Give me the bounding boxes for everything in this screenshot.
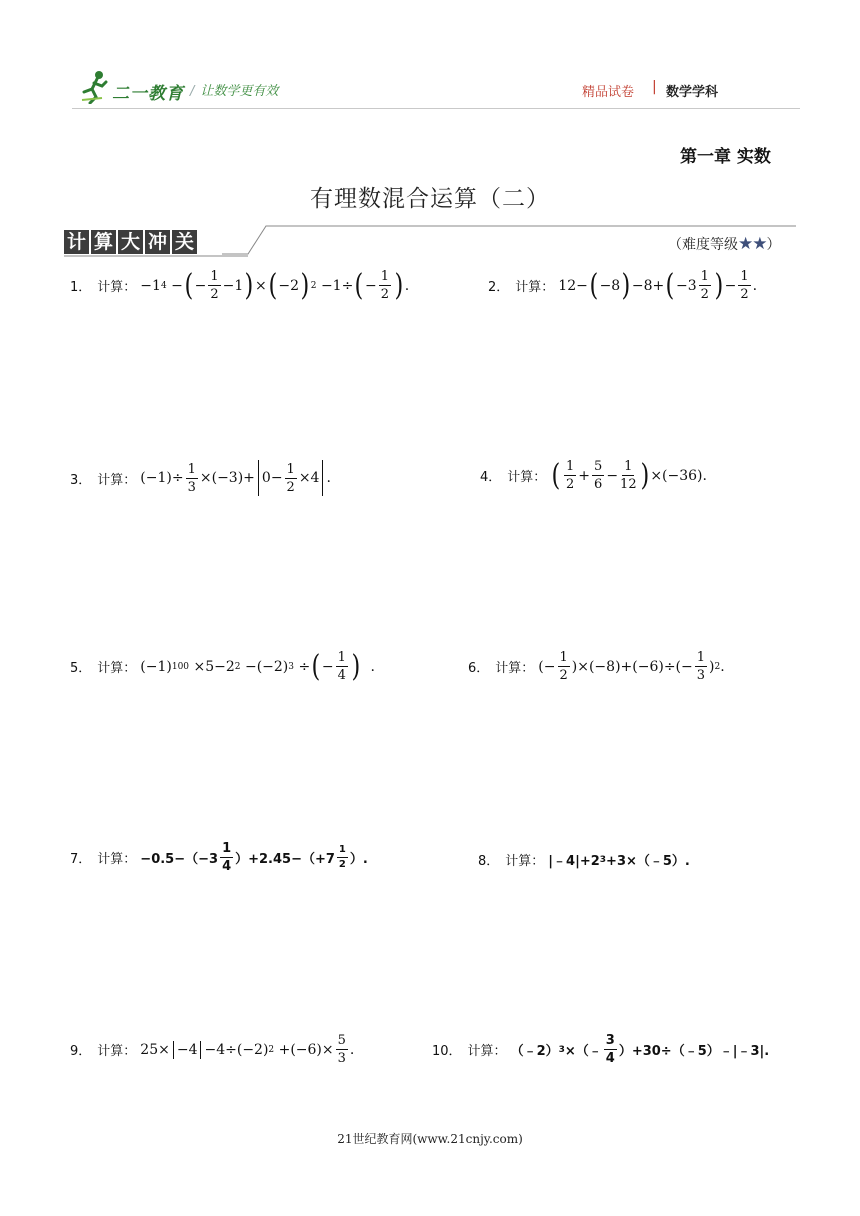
problem-label: 计算： [467,1044,507,1059]
slogan-divider: / [190,84,195,99]
math-expression: (− $\frac{1}{2}$ )×(−8)+(−6)÷(− $\frac{1}{3}$ ) 2 . [538,650,725,683]
problem-4 [480,457,707,493]
problem-number: 4． [480,470,502,485]
problem-10 [432,1034,769,1065]
problem-number: 1． [70,280,92,295]
section-char: 计 [64,230,89,254]
problem-2 [488,267,758,303]
problem-label: 计算： [515,280,555,295]
problem-number: 7． [70,852,92,867]
math-expression: (−1) 100 ×5−2 2 −(−2) 3 ÷ ( − $\frac{1}{4}$ ) . [140,648,375,684]
problem-number: 5． [70,661,92,676]
section-char: 冲 [145,230,170,254]
header-tag-quality: 精品试卷 [582,85,635,100]
problem-1 [70,267,410,303]
header-tag-subject: 数学学科 [666,85,719,100]
problem-label: 计算： [97,472,137,488]
problem-9 [70,1034,354,1065]
section-rule [0,0,860,260]
difficulty-close: ） [766,237,781,253]
slogan-text: 让数学更有效 [200,84,279,99]
problem-5 [70,648,375,684]
math-expression: 12− ( −8 ) −8+ ( −3 $\frac{1}{2}$ ) − $\frac{1}{2}$ . [558,267,758,303]
problem-number: 8． [478,854,500,869]
math-expression: −0.5−（−3 $\frac{1}{4}$ ）+2.45−（+7 $\frac{1}{2}$ ）. [140,841,368,874]
problem-label: 计算： [505,854,545,869]
difficulty-rating [668,234,780,254]
section-char: 算 [91,230,116,254]
footer-source: 21世纪教育网(www.21cnjy.com) [337,1132,523,1146]
chapter-heading: 第一章 实数 [680,147,771,167]
problem-number: 9． [70,1044,92,1059]
problem-6 [468,651,725,682]
section-char: 关 [172,230,197,254]
page-title: 有理数混合运算（二） [310,186,550,212]
problem-number: 2． [488,280,510,295]
difficulty-label: （难度等级 [668,237,738,253]
section-banner [64,230,197,254]
math-expression: |﹣4|+2 3 +3×（﹣5）. [548,854,690,869]
section-char: 大 [118,230,143,254]
problem-label: 计算： [507,470,547,485]
math-expression: （﹣2） 3 ×（﹣ $\frac{3}{4}$ ）+30÷（﹣5）﹣|﹣3|. [510,1033,770,1066]
problem-3 [70,460,331,496]
problem-label: 计算： [97,852,137,867]
brand-name: 二一教育 [112,84,184,104]
problem-label: 计算： [97,661,137,676]
problem-7 [70,842,368,873]
star-icon: ★★ [738,234,767,254]
math-expression: −1 4 − ( − $\frac{1}{2}$ −1 ) × ( −2 ) 2 −1÷ ( − $\frac{1}{2}$ ) . [140,267,410,303]
problem-number: 6． [468,661,490,676]
problem-number: 3． [70,472,92,488]
problem-label: 计算： [495,661,535,676]
problem-label: 计算： [97,1044,137,1059]
math-expression: 25× −4 −4÷(−2) 2 +(−6)× $\frac{5}{3}$ . [140,1033,355,1066]
math-expression: (−1)÷ $\frac{1}{3}$ ×(−3)+ 0− $\frac{1}{2}$ ×4 . [140,461,331,495]
problem-number: 10． [432,1044,462,1059]
problem-8 [478,850,690,869]
math-expression: ( $\frac{1}{2}$ + $\frac{5}{6}$ − $\frac{1}{12}$ ) ×(−36). [551,457,707,493]
problem-label: 计算： [97,280,137,295]
header-tag-divider: | [652,79,657,95]
